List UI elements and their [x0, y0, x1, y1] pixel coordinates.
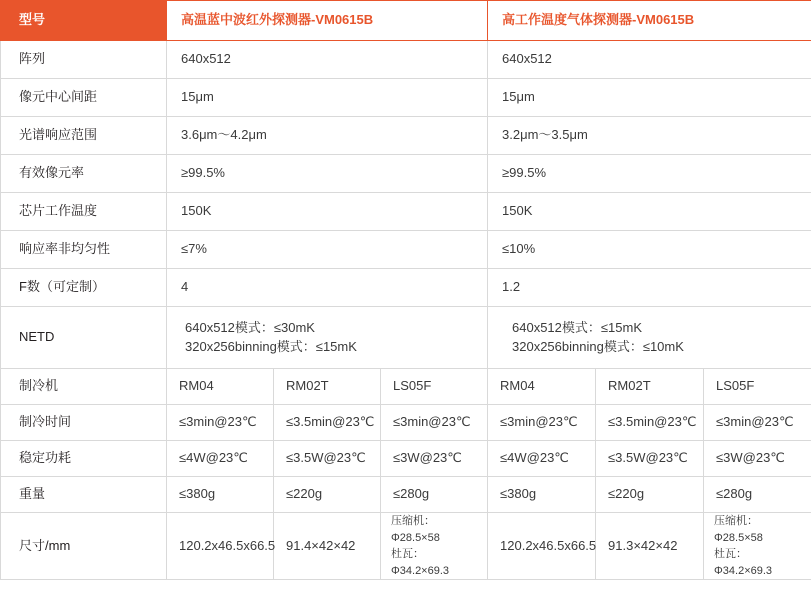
- cell-weight-b1: ≤380g: [488, 477, 596, 513]
- size-a3-compressor: 压缩机：Φ28.5×58: [391, 515, 440, 544]
- cell-cooler-a1: RM04: [167, 369, 274, 405]
- cell-chip-temp-a: 150K: [167, 193, 488, 231]
- cell-size-b3: [704, 513, 811, 580]
- cell-cooler-b3: LS05F: [704, 369, 811, 405]
- cell-chip-temp-b: 150K: [488, 193, 811, 231]
- cell-cooldown-b1: ≤3min@23℃: [488, 405, 596, 441]
- cell-cooldown-a1: ≤3min@23℃: [167, 405, 274, 441]
- netd-a-line2: 320x256binning模式：≤15mK: [185, 338, 357, 354]
- table-row-nonuniformity: [1, 231, 811, 269]
- size-b3-dewar: 杜瓦：Φ34.2×69.3: [714, 548, 773, 577]
- cell-nonuniformity-a: ≤7%: [167, 231, 488, 269]
- row-label-operability: 有效像元率: [1, 155, 167, 193]
- cell-size-a2: 91.4×42×42: [274, 513, 381, 580]
- cell-array-a: 640x512: [167, 41, 488, 79]
- table-row-netd: [1, 307, 811, 369]
- cell-cooler-a2: RM02T: [274, 369, 381, 405]
- row-label-size: 尺寸/mm: [1, 513, 167, 580]
- cell-spectral-range-a: 3.6μm～4.2μm: [167, 117, 488, 155]
- cell-weight-a3: ≤280g: [381, 477, 488, 513]
- cell-operability-b: ≥99.5%: [488, 155, 811, 193]
- table-header-row: [1, 1, 811, 41]
- table-row-cooldown-time: [1, 405, 811, 441]
- cell-weight-b3: ≤280g: [704, 477, 811, 513]
- cell-netd-b: [488, 307, 811, 369]
- cell-cooldown-a3: ≤3min@23℃: [381, 405, 488, 441]
- cell-pixel-pitch-a: 15μm: [167, 79, 488, 117]
- row-label-fnumber: F数（可定制）: [1, 269, 167, 307]
- row-label-pixel-pitch: 像元中心间距: [1, 79, 167, 117]
- row-label-netd: NETD: [1, 307, 167, 369]
- row-label-cooldown-time: 制冷时间: [1, 405, 167, 441]
- cell-cooldown-b3: ≤3min@23℃: [704, 405, 811, 441]
- netd-a-line1: 640x512模式：≤30mK: [185, 319, 315, 335]
- cell-netd-a: [167, 307, 488, 369]
- size-b3-compressor: 压缩机：Φ28.5×58: [714, 515, 763, 544]
- row-label-spectral-range: 光谱响应范围: [1, 117, 167, 155]
- cell-size-b2: 91.3×42×42: [596, 513, 704, 580]
- row-label-cooler: 制冷机: [1, 369, 167, 405]
- size-a3-dewar: 杜瓦：Φ34.2×69.3: [391, 548, 450, 577]
- cell-cooldown-b2: ≤3.5min@23℃: [596, 405, 704, 441]
- row-label-nonuniformity: 响应率非均匀性: [1, 231, 167, 269]
- table-row-fnumber: [1, 269, 811, 307]
- cell-fnumber-b: 1.2: [488, 269, 811, 307]
- cell-nonuniformity-b: ≤10%: [488, 231, 811, 269]
- netd-b-line1: 640x512模式：≤15mK: [512, 319, 642, 335]
- cell-power-b1: ≤4W@23℃: [488, 441, 596, 477]
- cell-weight-a2: ≤220g: [274, 477, 381, 513]
- table-row-weight: [1, 477, 811, 513]
- cell-spectral-range-b: 3.2μm～3.5μm: [488, 117, 811, 155]
- table-row-array: [1, 41, 811, 79]
- cell-size-a3: [381, 513, 488, 580]
- cell-power-b3: ≤3W@23℃: [704, 441, 811, 477]
- row-label-chip-temp: 芯片工作温度: [1, 193, 167, 231]
- cell-power-b2: ≤3.5W@23℃: [596, 441, 704, 477]
- cell-weight-b2: ≤220g: [596, 477, 704, 513]
- table-row-spectral-range: [1, 117, 811, 155]
- cell-array-b: 640x512: [488, 41, 811, 79]
- netd-b-line2: 320x256binning模式：≤10mK: [512, 338, 684, 354]
- header-product-b: 高工作温度气体探测器-VM0615B: [488, 1, 811, 41]
- header-label-cell: 型号: [1, 1, 167, 41]
- cell-power-a1: ≤4W@23℃: [167, 441, 274, 477]
- cell-cooler-a3: LS05F: [381, 369, 488, 405]
- cell-cooldown-a2: ≤3.5min@23℃: [274, 405, 381, 441]
- header-product-a: 高温蓝中波红外探测器-VM0615B: [167, 1, 488, 41]
- table-row-pixel-pitch: [1, 79, 811, 117]
- table-row-size: [1, 513, 811, 580]
- cell-size-b1: 120.2x46.5x66.5: [488, 513, 596, 580]
- cell-power-a2: ≤3.5W@23℃: [274, 441, 381, 477]
- table-row-chip-temp: [1, 193, 811, 231]
- row-label-array: 阵列: [1, 41, 167, 79]
- row-label-weight: 重量: [1, 477, 167, 513]
- row-label-power: 稳定功耗: [1, 441, 167, 477]
- table-row-power: [1, 441, 811, 477]
- cell-size-a1: 120.2x46.5x66.5: [167, 513, 274, 580]
- cell-weight-a1: ≤380g: [167, 477, 274, 513]
- table-row-cooler: [1, 369, 811, 405]
- cell-power-a3: ≤3W@23℃: [381, 441, 488, 477]
- cell-pixel-pitch-b: 15μm: [488, 79, 811, 117]
- table-row-operability: [1, 155, 811, 193]
- cell-cooler-b1: RM04: [488, 369, 596, 405]
- cell-fnumber-a: 4: [167, 269, 488, 307]
- cell-cooler-b2: RM02T: [596, 369, 704, 405]
- cell-operability-a: ≥99.5%: [167, 155, 488, 193]
